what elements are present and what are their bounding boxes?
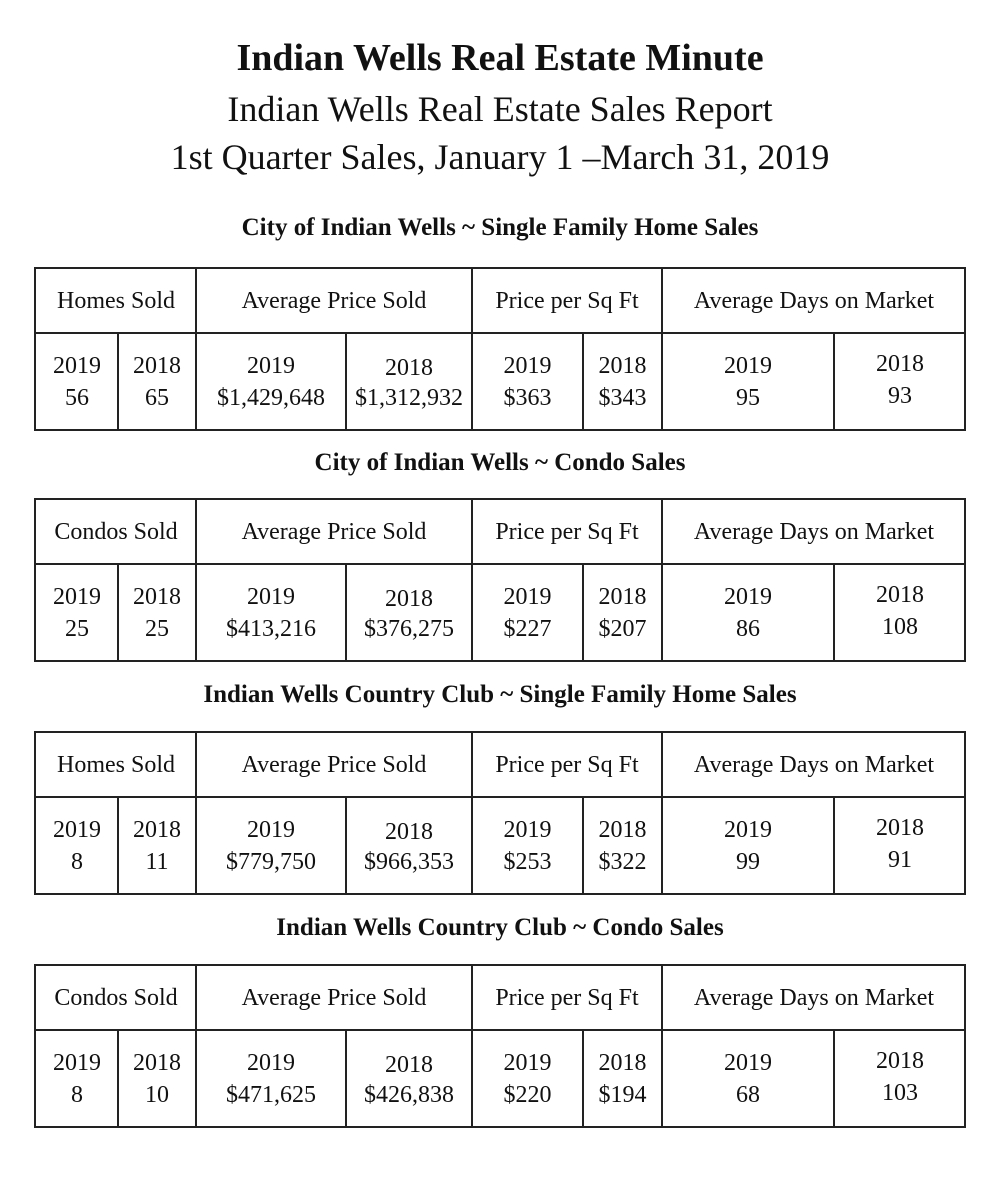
table-cell	[36, 797, 118, 893]
report-subtitle: Indian Wells Real Estate Sales Report	[227, 89, 773, 129]
value-label: 93	[888, 383, 912, 409]
table-cell	[118, 1030, 196, 1126]
column-header: Price per Sq Ft	[495, 751, 639, 778]
column-header: Price per Sq Ft	[495, 518, 639, 545]
column-header: Condos Sold	[54, 984, 178, 1011]
value-label: 86	[736, 616, 760, 642]
year-label: 2019	[503, 584, 552, 610]
table-cell	[472, 564, 583, 660]
table-cell	[346, 333, 472, 429]
table-cell	[834, 797, 966, 893]
column-header: Average Days on Market	[693, 287, 935, 314]
table-cell	[118, 564, 196, 660]
year-label: 2018	[598, 1050, 647, 1076]
section-title: City of Indian Wells ~ Condo Sales	[314, 449, 686, 476]
value-label: $1,312,932	[355, 385, 463, 411]
table-cell	[346, 797, 472, 893]
table-cell	[196, 333, 346, 429]
value-label: $343	[598, 385, 647, 411]
value-label: $194	[598, 1082, 647, 1108]
column-header: Average Price Sold	[241, 518, 427, 545]
column-header: Average Price Sold	[241, 984, 427, 1011]
value-label: $966,353	[364, 849, 454, 875]
year-label: 2019	[247, 1050, 295, 1076]
year-label: 2018	[876, 351, 924, 377]
value-label: 65	[145, 385, 169, 411]
year-label: 2019	[53, 584, 101, 610]
value-label: 56	[65, 385, 89, 411]
table-cell	[118, 333, 196, 429]
table-cell	[583, 797, 662, 893]
column-header: Homes Sold	[56, 287, 175, 314]
year-label: 2019	[53, 353, 101, 379]
table-cell	[583, 1030, 662, 1126]
year-label: 2018	[133, 1050, 181, 1076]
column-header: Average Days on Market	[693, 518, 935, 545]
table-cell	[662, 333, 834, 429]
value-label: 8	[71, 1082, 83, 1108]
column-header: Average Days on Market	[693, 984, 935, 1011]
column-header: Average Price Sold	[241, 287, 427, 314]
table-cell	[196, 1030, 346, 1126]
year-label: 2019	[724, 353, 772, 379]
table-cell	[583, 333, 662, 429]
year-label: 2019	[247, 817, 295, 843]
year-label: 2019	[724, 817, 772, 843]
value-label: 8	[71, 849, 83, 875]
column-header: Price per Sq Ft	[495, 287, 639, 314]
table-cell	[662, 1030, 834, 1126]
year-label: 2018	[598, 584, 647, 610]
value-label: 25	[65, 616, 89, 642]
value-label: 103	[882, 1080, 918, 1106]
column-header: Price per Sq Ft	[495, 984, 639, 1011]
value-label: $1,429,648	[217, 385, 325, 411]
table-cell	[36, 333, 118, 429]
year-label: 2018	[385, 1052, 433, 1078]
value-label: 68	[736, 1082, 760, 1108]
year-label: 2019	[53, 1050, 101, 1076]
table-cell	[346, 1030, 472, 1126]
report-title: Indian Wells Real Estate Minute	[236, 37, 764, 79]
year-label: 2018	[133, 353, 181, 379]
table-cell	[834, 1030, 966, 1126]
year-label: 2019	[724, 584, 772, 610]
section-title: City of Indian Wells ~ Single Family Home Sales	[241, 214, 759, 241]
year-label: 2018	[876, 1048, 924, 1074]
table-cell	[662, 564, 834, 660]
year-label: 2018	[598, 817, 647, 843]
year-label: 2019	[503, 1050, 552, 1076]
year-label: 2018	[133, 584, 181, 610]
table-cell	[472, 1030, 583, 1126]
table-cell	[583, 564, 662, 660]
table-cell	[834, 564, 966, 660]
year-label: 2019	[503, 817, 552, 843]
year-label: 2019	[724, 1050, 772, 1076]
value-label: $363	[503, 385, 552, 411]
table-cell	[196, 797, 346, 893]
sales-table	[34, 964, 966, 1128]
table-cell	[346, 564, 472, 660]
year-label: 2019	[53, 817, 101, 843]
value-label: 95	[736, 385, 760, 411]
year-label: 2018	[385, 819, 433, 845]
value-label: $220	[503, 1082, 552, 1108]
year-label: 2018	[876, 815, 924, 841]
sales-table	[34, 267, 966, 431]
column-header: Condos Sold	[54, 518, 178, 545]
value-label: $426,838	[364, 1082, 454, 1108]
value-label: $376,275	[364, 616, 454, 642]
year-label: 2018	[385, 355, 433, 381]
value-label: 108	[882, 614, 918, 640]
section-title: Indian Wells Country Club ~ Condo Sales	[276, 914, 724, 941]
table-cell	[36, 564, 118, 660]
value-label: $413,216	[226, 616, 316, 642]
column-header: Average Days on Market	[693, 751, 935, 778]
year-label: 2018	[385, 586, 433, 612]
year-label: 2018	[598, 353, 647, 379]
table-cell	[662, 797, 834, 893]
table-cell	[196, 564, 346, 660]
sales-table	[34, 498, 966, 662]
table-cell	[118, 797, 196, 893]
value-label: 91	[888, 847, 912, 873]
year-label: 2019	[247, 353, 295, 379]
year-label: 2018	[876, 582, 924, 608]
value-label: $322	[598, 849, 647, 875]
value-label: $471,625	[226, 1082, 316, 1108]
table-cell	[834, 333, 966, 429]
value-label: $779,750	[226, 849, 316, 875]
column-header: Homes Sold	[56, 751, 175, 778]
column-header: Average Price Sold	[241, 751, 427, 778]
sales-table	[34, 731, 966, 895]
value-label: $227	[503, 616, 552, 642]
value-label: $253	[503, 849, 552, 875]
value-label: 99	[736, 849, 760, 875]
value-label: 11	[145, 849, 169, 875]
section-title: Indian Wells Country Club ~ Single Family Home Sales	[203, 681, 797, 708]
value-label: 10	[145, 1082, 169, 1108]
year-label: 2019	[247, 584, 295, 610]
table-cell	[472, 797, 583, 893]
table-cell	[472, 333, 583, 429]
value-label: $207	[598, 616, 647, 642]
table-cell	[36, 1030, 118, 1126]
year-label: 2018	[133, 817, 181, 843]
year-label: 2019	[503, 353, 552, 379]
value-label: 25	[145, 616, 169, 642]
report-period: 1st Quarter Sales, January 1 –March 31, 2019	[170, 137, 830, 177]
